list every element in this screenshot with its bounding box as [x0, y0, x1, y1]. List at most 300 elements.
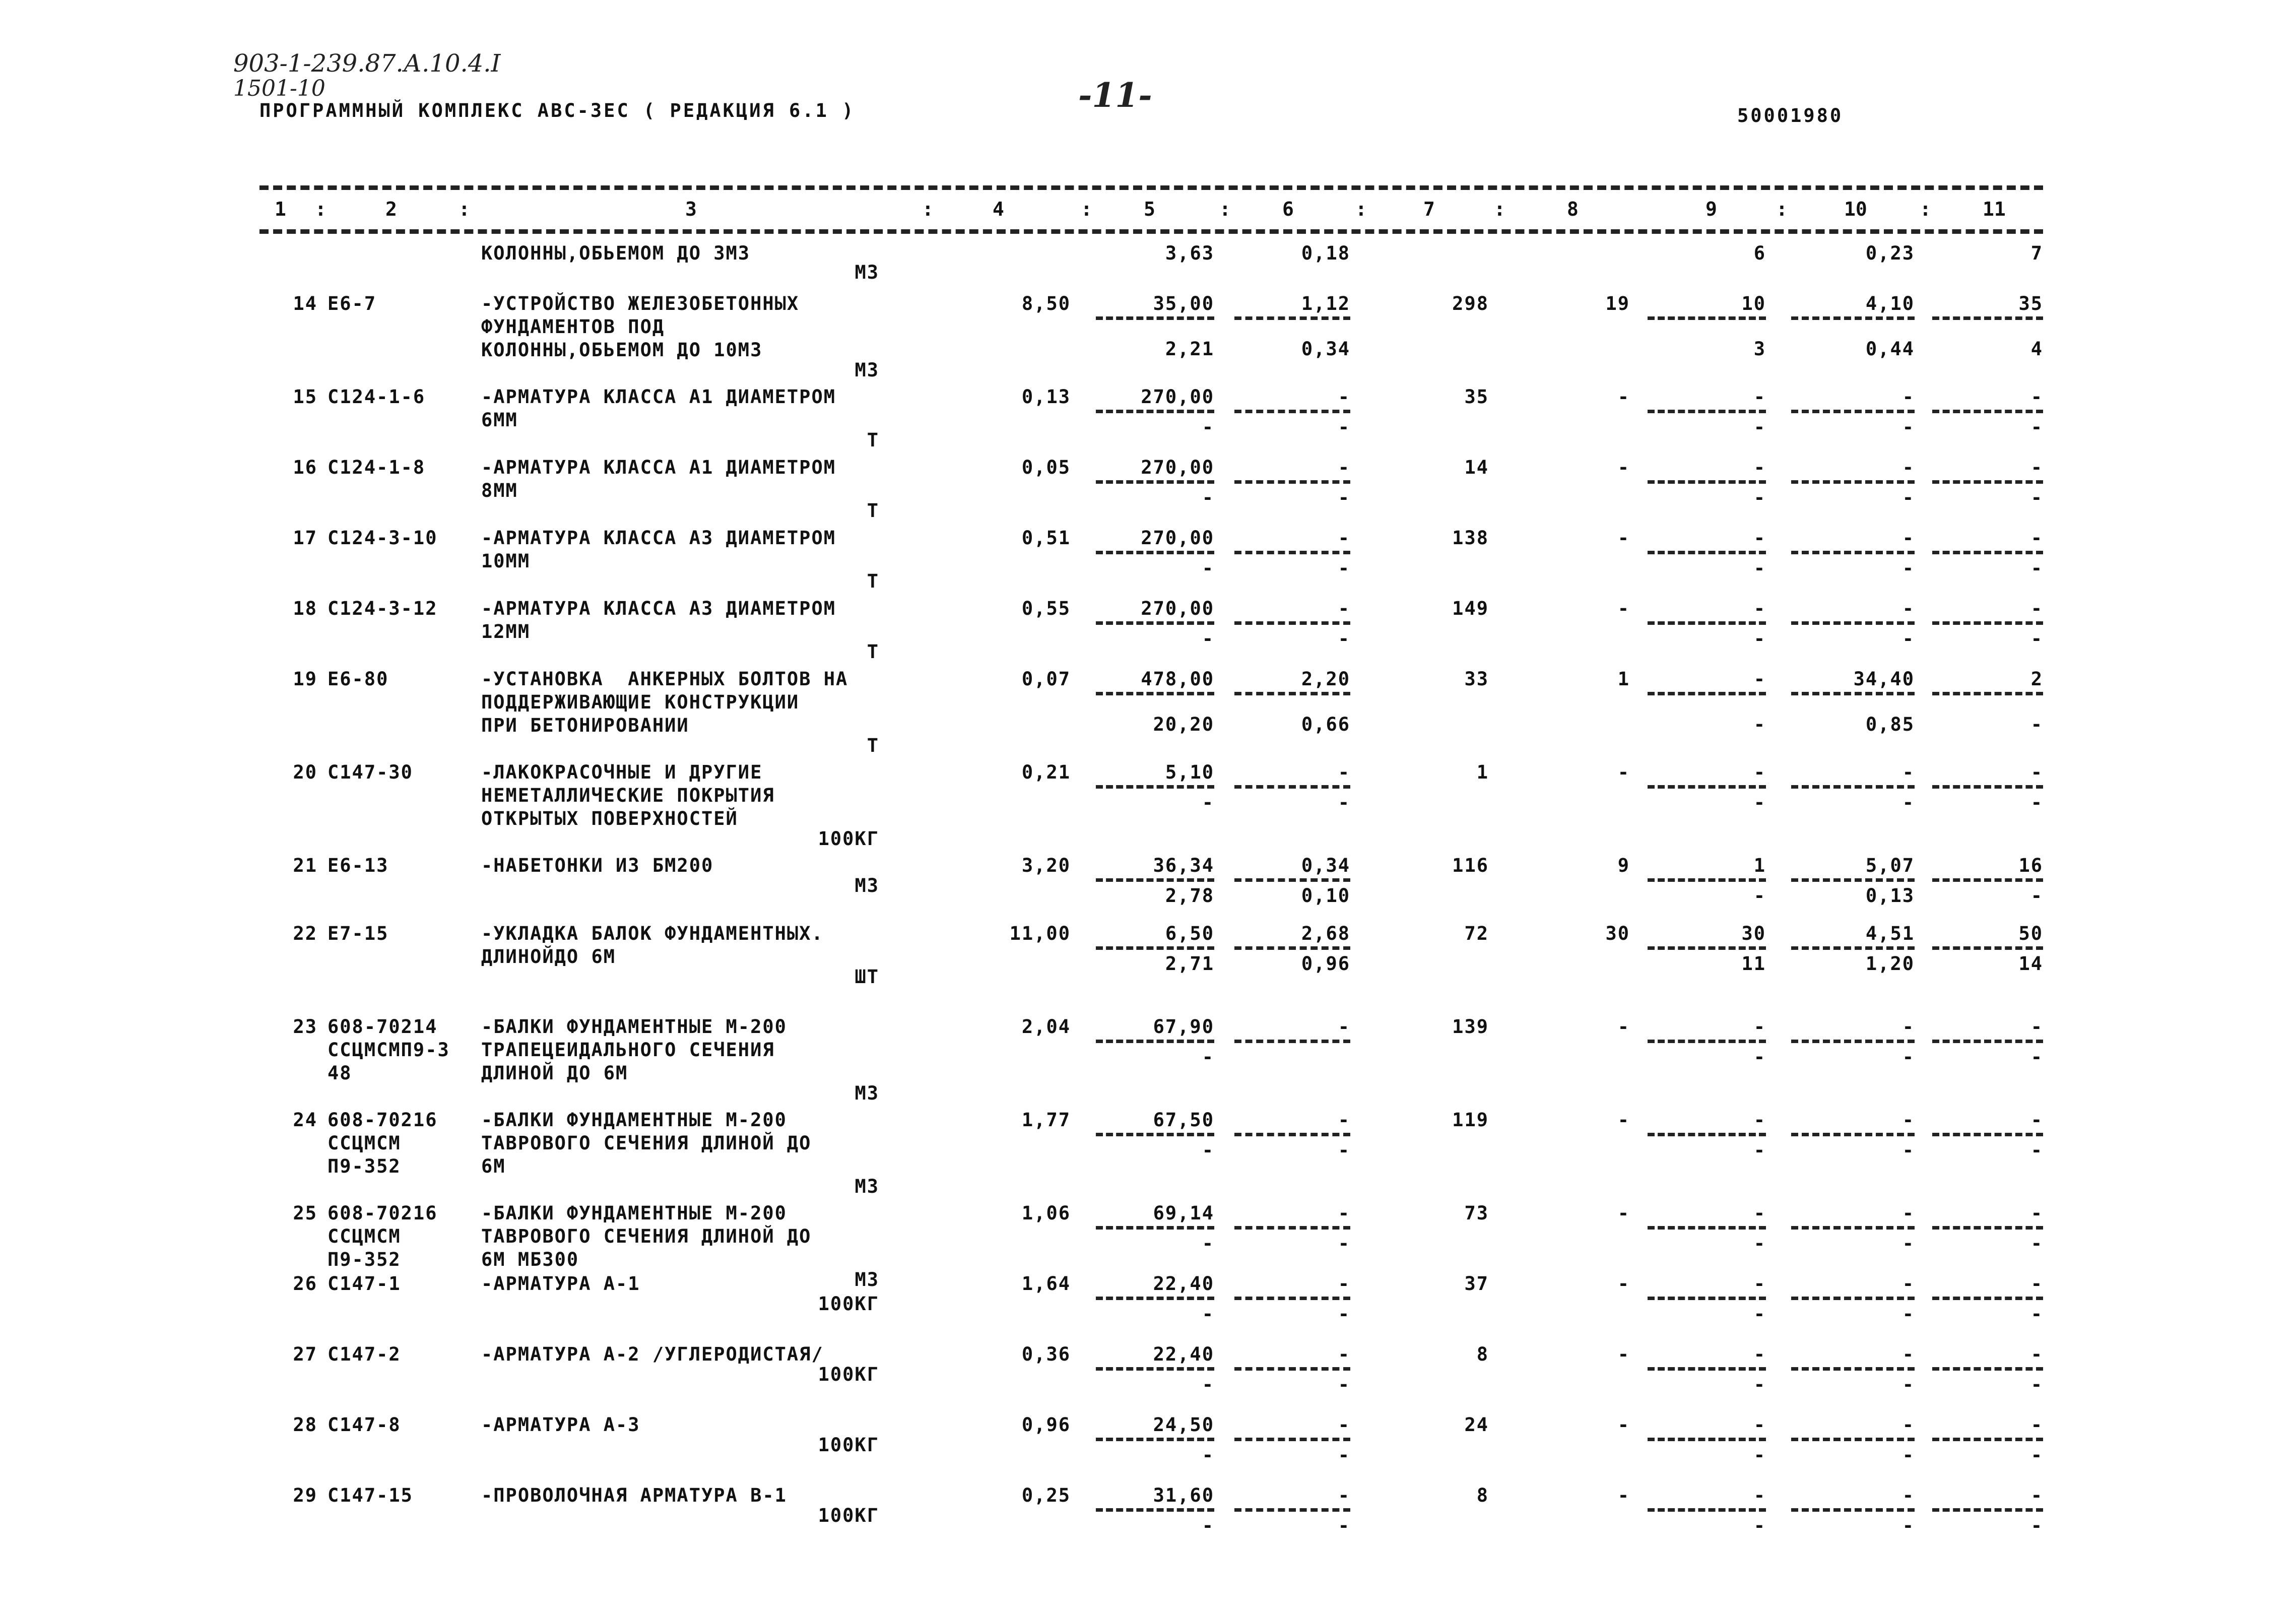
c10-value-2: 0,13: [1865, 885, 1915, 907]
c6-value-2: 0,10: [1301, 885, 1350, 907]
c5-value: 31,60: [1153, 1485, 1214, 1506]
col8-value: -: [1617, 1016, 1630, 1038]
c11-value: -: [2030, 1414, 2043, 1436]
subtotal-rule: [1932, 946, 2043, 950]
c11-value: -: [2030, 1485, 2043, 1506]
row-description: НЕМЕТАЛЛИЧЕСКИЕ ПОКРЫТИЯ: [481, 785, 775, 806]
c5-value-2: -: [1202, 1515, 1214, 1536]
c6-value: -: [1338, 1273, 1350, 1295]
row-number: 14: [293, 293, 317, 314]
row-code: С147-15: [327, 1485, 413, 1506]
c6-value-2: -: [1338, 1233, 1350, 1254]
col4-value: 2,04: [1021, 1016, 1071, 1038]
row-code: Е6-80: [327, 668, 389, 690]
row-description: ПОДДЕРЖИВАЮЩИЕ КОНСТРУКЦИИ: [481, 691, 800, 713]
c10-value: 34,40: [1853, 668, 1915, 690]
c5-value-2: -: [1202, 1374, 1214, 1395]
c10-value-2: -: [1902, 1303, 1915, 1325]
c5-value: 270,00: [1141, 527, 1214, 549]
row-description: ОТКРЫТЫХ ПОВЕРХНОСТЕЙ: [481, 808, 738, 829]
c10-value: -: [1902, 1016, 1915, 1038]
subtotal-rule: [1791, 1040, 1915, 1043]
subtotal-rule: [1234, 1133, 1350, 1136]
c9-value: -: [1753, 1273, 1766, 1295]
c11-value: -: [2030, 761, 2043, 783]
col8-value: -: [1617, 598, 1630, 619]
subtotal-rule: [1096, 480, 1214, 484]
c10-value: -: [1902, 1109, 1915, 1131]
subtotal-rule: [1096, 551, 1214, 554]
col8-value: -: [1617, 386, 1630, 408]
c9-value: -: [1753, 1343, 1766, 1365]
col-header-8: 8: [1567, 198, 1579, 220]
row-unit: Т: [867, 641, 879, 663]
c9-value: -: [1753, 598, 1766, 619]
subtotal-rule: [1791, 1508, 1915, 1512]
c10-value-2: 0,44: [1865, 338, 1915, 360]
subtotal-rule: [1932, 1040, 2043, 1043]
subtotal-rule: [1648, 316, 1766, 320]
row-description: -АРМАТУРА А-1: [481, 1273, 640, 1295]
c6-value-2: -: [1338, 1515, 1350, 1536]
c11-value: 16: [2018, 855, 2043, 876]
table-row: [259, 292, 2043, 381]
subtotal-rule: [1791, 410, 1915, 413]
subtotal-rule: [1096, 1133, 1214, 1136]
subtotal-rule: [1648, 1438, 1766, 1441]
col4-value: 8,50: [1021, 293, 1071, 314]
c5-value-2: 2,21: [1165, 338, 1214, 360]
c10-value-2: -: [1902, 1444, 1915, 1466]
col4-value: 0,25: [1021, 1485, 1071, 1506]
row-description: -АРМАТУРА А-2 /УГЛЕРОДИСТАЯ/: [481, 1343, 824, 1365]
row-description: 8ММ: [481, 480, 518, 501]
program-title: ПРОГРАММНЫЙ КОМПЛЕКС АВС-3ЕС ( РЕДАКЦИЯ 6.1 ): [259, 100, 856, 121]
row-number: 28: [293, 1414, 317, 1436]
row-number: 23: [293, 1016, 317, 1038]
row-number: 17: [293, 527, 317, 549]
c5-value-2: -: [1202, 792, 1214, 813]
handwritten-sheet: 1501-10: [233, 76, 325, 101]
c11-value-2: -: [2030, 1515, 2043, 1536]
c11-value-2: -: [2030, 557, 2043, 579]
col7-value: 139: [1452, 1016, 1489, 1038]
c10-value-2: 0,85: [1865, 714, 1915, 735]
c6-value-2: -: [1338, 1374, 1350, 1395]
subtotal-rule: [1096, 692, 1214, 695]
c10-value: -: [1902, 457, 1915, 478]
c11-value: -: [2030, 386, 2043, 408]
col4-value: 1,64: [1021, 1273, 1071, 1295]
col8-value: 9: [1617, 855, 1630, 876]
row-description: ФУНДАМЕНТОВ ПОД: [481, 316, 665, 338]
c6-value: -: [1338, 1485, 1350, 1506]
c9-value-2: -: [1753, 1046, 1766, 1068]
subtotal-rule: [1791, 1438, 1915, 1441]
c9-value-2: -: [1753, 1374, 1766, 1395]
c6-value: 0,18: [1301, 242, 1350, 264]
c6-value: 2,68: [1301, 923, 1350, 944]
row-code: С147-2: [327, 1343, 401, 1365]
subtotal-rule: [1234, 480, 1350, 484]
c5-value: 22,40: [1153, 1273, 1214, 1295]
c6-value-2: 0,66: [1301, 714, 1350, 735]
page-number: -11-: [1078, 76, 1152, 115]
col4-value: 0,07: [1021, 668, 1071, 690]
c9-value: -: [1753, 386, 1766, 408]
c5-value-2: -: [1202, 487, 1214, 508]
subtotal-rule: [1234, 1367, 1350, 1371]
c11-value-2: -: [2030, 487, 2043, 508]
c6-value: 1,12: [1301, 293, 1350, 314]
c11-value-2: -: [2030, 1303, 2043, 1325]
row-description: ДЛИНОЙ ДО 6М: [481, 1062, 628, 1084]
c9-value: -: [1753, 527, 1766, 549]
c11-value-2: -: [2030, 714, 2043, 735]
row-unit: М3: [855, 1269, 879, 1291]
col-sep: :: [1081, 198, 1092, 220]
table-row: [259, 1343, 2043, 1413]
row-description: -НАБЕТОНКИ ИЗ БМ200: [481, 855, 714, 876]
c10-value: 0,23: [1865, 242, 1915, 264]
col7-value: 116: [1452, 855, 1489, 876]
subtotal-rule: [1096, 621, 1214, 625]
col-sep: :: [315, 198, 326, 220]
c10-value-2: -: [1902, 792, 1915, 813]
c10-value-2: -: [1902, 1046, 1915, 1068]
c9-value: -: [1753, 457, 1766, 478]
top-rule: [259, 185, 2043, 190]
col7-value: 298: [1452, 293, 1489, 314]
col7-value: 24: [1464, 1414, 1489, 1436]
c5-value: 6,50: [1165, 923, 1214, 944]
c11-value-2: -: [2030, 1374, 2043, 1395]
row-number: 18: [293, 598, 317, 619]
row-number: 26: [293, 1273, 317, 1295]
col7-value: 14: [1464, 457, 1489, 478]
row-description: 12ММ: [481, 621, 531, 642]
row-number: 21: [293, 855, 317, 876]
row-description: -БАЛКИ ФУНДАМЕНТНЫЕ М-200: [481, 1016, 787, 1038]
row-code: С124-1-6: [327, 386, 426, 408]
col7-value: 149: [1452, 598, 1489, 619]
row-code: С147-1: [327, 1273, 401, 1295]
c11-value: 35: [2018, 293, 2043, 314]
table-row: [259, 456, 2043, 527]
c9-value-2: -: [1753, 1139, 1766, 1161]
subtotal-rule: [1096, 1438, 1214, 1441]
c11-value: -: [2030, 1016, 2043, 1038]
table-row: [259, 1109, 2043, 1197]
col4-value: 0,55: [1021, 598, 1071, 619]
c9-value-2: -: [1753, 487, 1766, 508]
c5-value-2: -: [1202, 416, 1214, 438]
c5-value: 69,14: [1153, 1202, 1214, 1224]
subtotal-rule: [1791, 1226, 1915, 1230]
row-unit: М3: [855, 262, 879, 283]
subtotal-rule: [1791, 946, 1915, 950]
row-code: С147-8: [327, 1414, 401, 1436]
handwritten-code: 903-1-239.87.А.10.4.I: [233, 49, 501, 78]
subtotal-rule: [1791, 785, 1915, 789]
row-unit: М3: [855, 875, 879, 896]
col4-value: 1,77: [1021, 1109, 1071, 1131]
col8-value: 30: [1605, 923, 1630, 944]
row-description: КОЛОННЫ,ОБЬЕМОМ ДО 10М3: [481, 339, 763, 361]
c11-value: -: [2030, 1109, 2043, 1131]
c9-value-2: -: [1753, 416, 1766, 438]
subtotal-rule: [1234, 551, 1350, 554]
row-description: -АРМАТУРА А-3: [481, 1414, 640, 1436]
c10-value-2: 1,20: [1865, 953, 1915, 975]
subtotal-rule: [1096, 1297, 1214, 1300]
row-description: 6М: [481, 1155, 506, 1177]
row-code: С124-1-8: [327, 457, 426, 478]
c10-value: -: [1902, 1414, 1915, 1436]
table-row: [259, 668, 2043, 756]
c6-value: -: [1338, 527, 1350, 549]
col-header-6: 6: [1282, 198, 1294, 220]
row-code: С124-3-10: [327, 527, 438, 549]
c10-value: -: [1902, 1202, 1915, 1224]
c9-value: -: [1753, 1485, 1766, 1506]
col4-value: 0,36: [1021, 1343, 1071, 1365]
c5-value-2: -: [1202, 1444, 1214, 1466]
col-sep: :: [1355, 198, 1367, 220]
row-unit: Т: [867, 570, 879, 592]
c5-value: 478,00: [1141, 668, 1214, 690]
subtotal-rule: [1932, 551, 2043, 554]
col-sep: :: [1494, 198, 1505, 220]
row-code-line: ССЦМСМП9-3: [327, 1039, 450, 1061]
subtotal-rule: [1791, 878, 1915, 882]
col7-value: 73: [1464, 1202, 1489, 1224]
subtotal-rule: [1791, 621, 1915, 625]
subtotal-rule: [1234, 785, 1350, 789]
col-sep: :: [922, 198, 934, 220]
c11-value: 2: [2030, 668, 2043, 690]
row-code-line: ССЦМСМ: [327, 1132, 401, 1154]
col-sep: :: [1219, 198, 1231, 220]
subtotal-rule: [1096, 1367, 1214, 1371]
col-sep: :: [458, 198, 470, 220]
subtotal-rule: [1648, 946, 1766, 950]
c5-value: 270,00: [1141, 386, 1214, 408]
c5-value-2: 2,78: [1165, 885, 1214, 907]
c11-value-2: -: [2030, 416, 2043, 438]
row-code-line: ССЦМСМ: [327, 1225, 401, 1247]
c6-value: -: [1338, 457, 1350, 478]
c9-value: -: [1753, 1414, 1766, 1436]
table-row: [259, 1413, 2043, 1484]
c10-value: 4,10: [1865, 293, 1915, 314]
row-description: 10ММ: [481, 550, 531, 572]
subtotal-rule: [1932, 1367, 2043, 1371]
subtotal-rule: [1096, 1508, 1214, 1512]
c11-value-2: -: [2030, 792, 2043, 813]
c11-value-2: -: [2030, 1233, 2043, 1254]
c9-value: 1: [1753, 855, 1766, 876]
row-unit: 100КГ: [818, 1434, 879, 1456]
c6-value-2: -: [1338, 1444, 1350, 1466]
subtotal-rule: [1932, 480, 2043, 484]
c5-value: 24,50: [1153, 1414, 1214, 1436]
c6-value-2: -: [1338, 1139, 1350, 1161]
c10-value-2: -: [1902, 1515, 1915, 1536]
subtotal-rule: [1791, 316, 1915, 320]
row-number: 25: [293, 1202, 317, 1224]
c9-value-2: -: [1753, 1303, 1766, 1325]
col-header-2: 2: [385, 198, 397, 220]
col-header-10: 10: [1844, 198, 1867, 220]
subtotal-rule: [1791, 1133, 1915, 1136]
c9-value-2: -: [1753, 792, 1766, 813]
subtotal-rule: [1234, 316, 1350, 320]
c10-value: -: [1902, 386, 1915, 408]
c11-value: -: [2030, 457, 2043, 478]
c5-value: 22,40: [1153, 1343, 1214, 1365]
c11-value-2: -: [2030, 1046, 2043, 1068]
row-unit: 100КГ: [818, 1293, 879, 1315]
c10-value: -: [1902, 761, 1915, 783]
col8-value: -: [1617, 1414, 1630, 1436]
c6-value-2: -: [1338, 416, 1350, 438]
row-unit: М3: [855, 1176, 879, 1197]
subtotal-rule: [1096, 410, 1214, 413]
col8-value: -: [1617, 761, 1630, 783]
col4-value: 0,21: [1021, 761, 1071, 783]
c9-value-2: -: [1753, 1515, 1766, 1536]
c6-value-2: -: [1338, 628, 1350, 650]
subtotal-rule: [1234, 946, 1350, 950]
subtotal-rule: [1648, 480, 1766, 484]
col-sep: :: [1920, 198, 1931, 220]
row-description: ТРАПЕЦЕИДАЛЬНОГО СЕЧЕНИЯ: [481, 1039, 775, 1061]
subtotal-rule: [1096, 1040, 1214, 1043]
c9-value: -: [1753, 668, 1766, 690]
subtotal-rule: [1096, 946, 1214, 950]
row-description: ТАВРОВОГО СЕЧЕНИЯ ДЛИНОЙ ДО: [481, 1225, 812, 1247]
c9-value-2: -: [1753, 885, 1766, 907]
row-code: Е6-13: [327, 855, 389, 876]
c5-value: 5,10: [1165, 761, 1214, 783]
c11-value-2: -: [2030, 1139, 2043, 1161]
doc-number: 50001980: [1737, 105, 1844, 126]
row-description: -АРМАТУРА КЛАССА А1 ДИАМЕТРОМ: [481, 386, 836, 408]
c9-value-2: -: [1753, 557, 1766, 579]
row-code: 608-70216: [327, 1202, 438, 1224]
c11-value: -: [2030, 527, 2043, 549]
row-code: 608-70214: [327, 1016, 438, 1038]
table-row: [259, 385, 2043, 456]
c9-value-2: -: [1753, 714, 1766, 735]
c5-value-2: -: [1202, 1303, 1214, 1325]
subtotal-rule: [1932, 1438, 2043, 1441]
row-code-line: 48: [327, 1062, 352, 1084]
c5-value: 35,00: [1153, 293, 1214, 314]
subtotal-rule: [1648, 692, 1766, 695]
c9-value-2: -: [1753, 1444, 1766, 1466]
row-code-line: П9-352: [327, 1249, 401, 1270]
c6-value-2: 0,96: [1301, 953, 1350, 975]
c6-value: -: [1338, 1343, 1350, 1365]
c10-value-2: -: [1902, 557, 1915, 579]
subtotal-rule: [1648, 1040, 1766, 1043]
c5-value-2: -: [1202, 628, 1214, 650]
col7-value: 35: [1464, 386, 1489, 408]
c10-value-2: -: [1902, 1374, 1915, 1395]
row-description: -АРМАТУРА КЛАССА А3 ДИАМЕТРОМ: [481, 527, 836, 549]
row-description: -УСТАНОВКА АНКЕРНЫХ БОЛТОВ НА: [481, 668, 848, 690]
c6-value: -: [1338, 761, 1350, 783]
row-number: 19: [293, 668, 317, 690]
row-description: -БАЛКИ ФУНДАМЕНТНЫЕ М-200: [481, 1109, 787, 1131]
col4-value: 0,05: [1021, 457, 1071, 478]
col8-value: -: [1617, 457, 1630, 478]
subtotal-rule: [1791, 480, 1915, 484]
row-description: ТАВРОВОГО СЕЧЕНИЯ ДЛИНОЙ ДО: [481, 1132, 812, 1154]
subtotal-rule: [1932, 692, 2043, 695]
subtotal-rule: [1234, 1297, 1350, 1300]
subtotal-rule: [1932, 410, 2043, 413]
c11-value: -: [2030, 1202, 2043, 1224]
subtotal-rule: [1932, 785, 2043, 789]
table-row: [259, 761, 2043, 850]
row-number: 20: [293, 761, 317, 783]
table-row: [259, 922, 2043, 993]
row-description: 6ММ: [481, 409, 518, 431]
subtotal-rule: [1932, 316, 2043, 320]
row-unit: ШТ: [855, 966, 879, 988]
col-header-4: 4: [993, 198, 1004, 220]
subtotal-rule: [1648, 1133, 1766, 1136]
c9-value-2: -: [1753, 1233, 1766, 1254]
col8-value: -: [1617, 527, 1630, 549]
subtotal-rule: [1234, 1508, 1350, 1512]
c9-value-2: 3: [1753, 338, 1766, 360]
table-row: [259, 1272, 2043, 1343]
subtotal-rule: [1932, 878, 2043, 882]
subtotal-rule: [1234, 1226, 1350, 1230]
c11-value-2: -: [2030, 1444, 2043, 1466]
c9-value-2: -: [1753, 628, 1766, 650]
row-unit: 100КГ: [818, 828, 879, 850]
c5-value-2: -: [1202, 1233, 1214, 1254]
subtotal-rule: [1648, 1297, 1766, 1300]
col4-value: 0,13: [1021, 386, 1071, 408]
col7-value: 138: [1452, 527, 1489, 549]
col8-value: -: [1617, 1109, 1630, 1131]
c6-value: -: [1338, 1202, 1350, 1224]
col-header-3: 3: [685, 198, 697, 220]
c6-value: 2,20: [1301, 668, 1350, 690]
row-unit: 100КГ: [818, 1505, 879, 1526]
column-header-row: [259, 198, 2043, 223]
row-description: -ЛАКОКРАСОЧНЫЕ И ДРУГИЕ: [481, 761, 763, 783]
subtotal-rule: [1234, 410, 1350, 413]
col4-value: 11,00: [1009, 923, 1071, 944]
col8-value: -: [1617, 1273, 1630, 1295]
subtotal-rule: [1648, 1508, 1766, 1512]
c6-value-2: -: [1338, 487, 1350, 508]
c11-value-2: -: [2030, 885, 2043, 907]
table-row: [259, 1015, 2043, 1104]
c6-value: -: [1338, 598, 1350, 619]
row-unit: М3: [855, 1082, 879, 1104]
row-description: -БАЛКИ ФУНДАМЕНТНЫЕ М-200: [481, 1202, 787, 1224]
c6-value-2: -: [1338, 792, 1350, 813]
c5-value: 67,90: [1153, 1016, 1214, 1038]
